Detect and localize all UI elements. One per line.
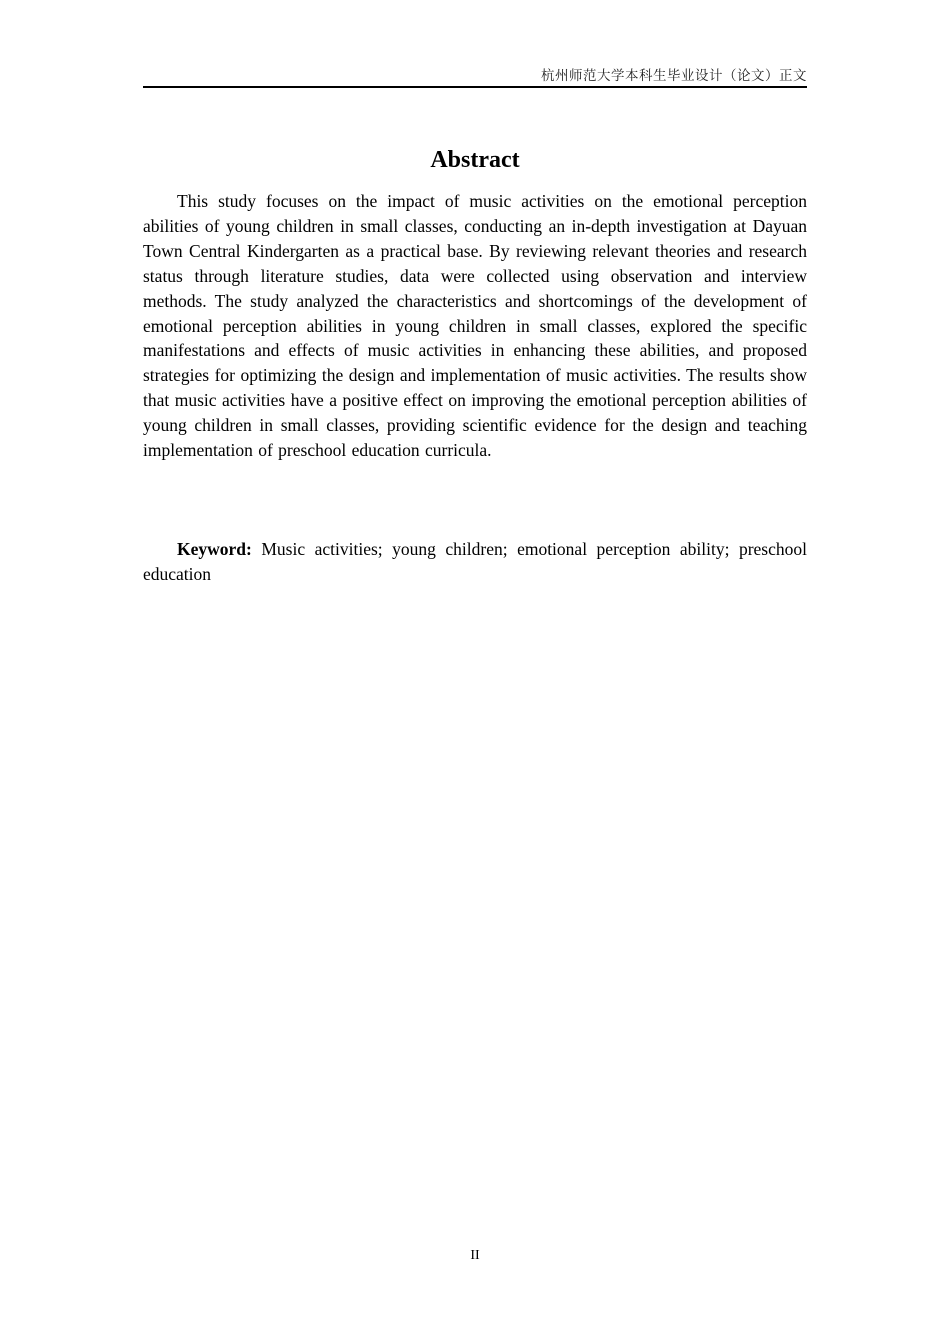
abstract-title: Abstract <box>430 147 520 173</box>
keyword-label: Keyword: <box>177 539 252 559</box>
keyword-paragraph <box>143 537 807 587</box>
keyword-list: Music activities; young children; emotional perception ability; preschool education <box>143 539 808 584</box>
running-header: 杭州师范大学本科生毕业设计（论文）正文 <box>143 66 807 88</box>
page-number: II <box>470 1248 480 1263</box>
abstract-body: This study focuses on the impact of music activities on the emotional perception abilities of young children in small classes, conducting an in-depth investigation at Dayuan Town Central Kindergarten as a practical base. By reviewing relevant theories and research status through literature studies, data were collected using observation and interview methods. The study analyzed the characteristics and shortcomings of the development of emotional perception abilities in young children in small classes, explored the specific manifestations and effects of music activities in enhancing these abilities, and proposed strategies for optimizing the design and implementation of music activities. The results show that music activities have a positive effect on improving the emotional perception abilities of young children in small classes, providing scientific evidence for the design and teaching implementation of preschool education curricula. <box>143 191 807 461</box>
